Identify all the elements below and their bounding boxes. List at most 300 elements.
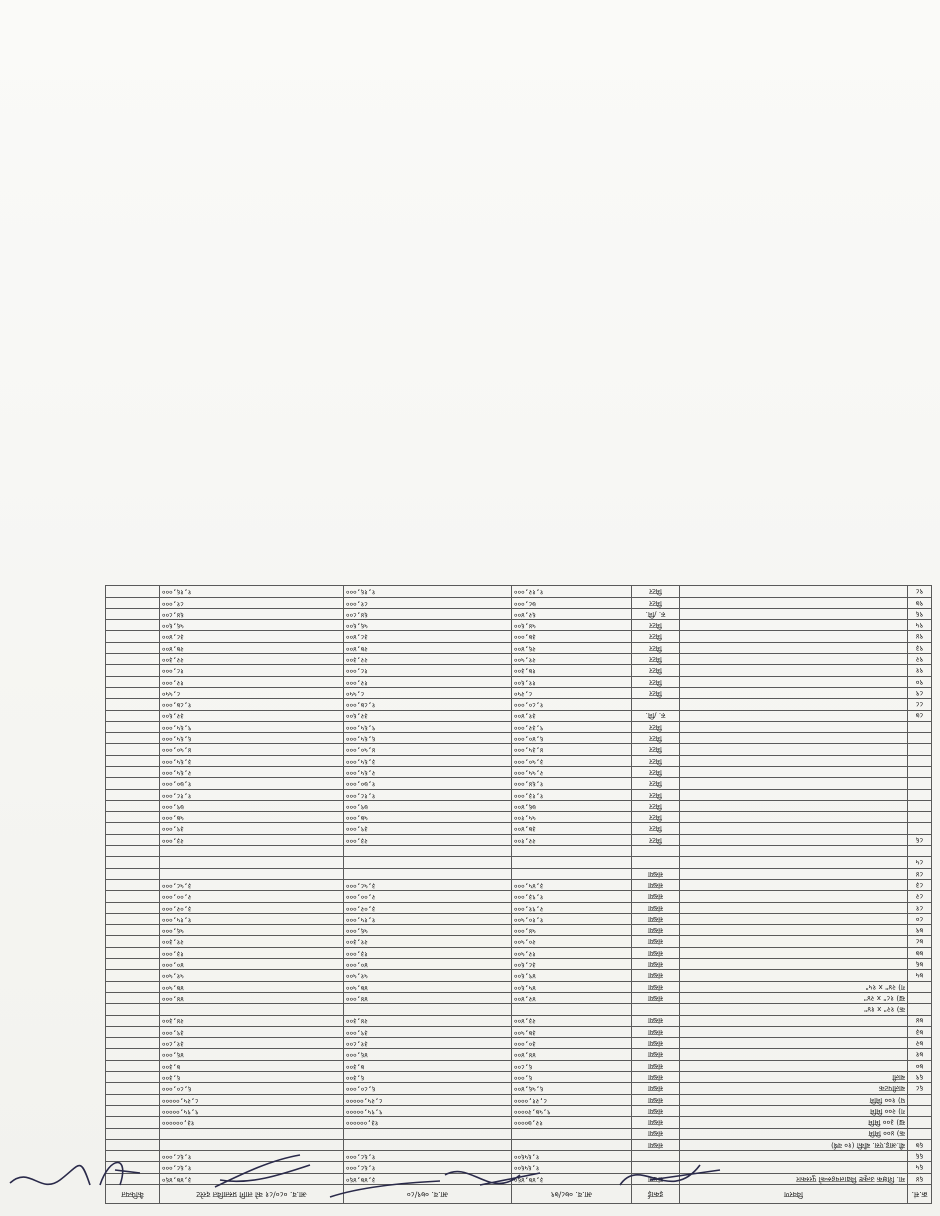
row-remarks xyxy=(106,846,160,857)
row-sn: ९० xyxy=(908,676,932,687)
row-description: बी.आइ.एस. बाँकी (१० वर्ष) xyxy=(680,1139,908,1150)
row-remarks xyxy=(106,676,160,687)
row-remarks xyxy=(106,778,160,789)
row-fy-079-80: ३,४७,४६० xyxy=(344,1173,512,1184)
table-row xyxy=(106,586,932,597)
row-fy-078-79: ३,४५,००० xyxy=(512,879,632,890)
row-description xyxy=(680,654,908,665)
table-row xyxy=(106,789,932,800)
row-proposed-rate: ६४,८०० xyxy=(160,608,344,619)
row-remarks xyxy=(106,1083,160,1094)
row-description xyxy=(680,823,908,834)
row-remarks xyxy=(106,665,160,676)
row-description xyxy=(680,891,908,902)
row-remarks xyxy=(106,654,160,665)
row-description xyxy=(680,699,908,710)
row-description xyxy=(680,767,908,778)
row-fy-079-80: ९,९५,००००० xyxy=(344,1105,512,1116)
table-row xyxy=(106,868,932,879)
row-description xyxy=(680,1049,908,1060)
row-description xyxy=(680,947,908,958)
row-unit: मिटर xyxy=(632,812,680,823)
table-row xyxy=(106,812,932,823)
row-fy-079-80: ३९,००० xyxy=(344,1026,512,1037)
row-description xyxy=(680,744,908,755)
row-fy-079-80: १३,०००००० xyxy=(344,1117,512,1128)
row-remarks xyxy=(106,620,160,631)
row-sn: ९२ xyxy=(908,654,932,665)
row-description xyxy=(680,1026,908,1037)
row-fy-078-79: ११,६०० xyxy=(512,676,632,687)
table-row xyxy=(106,800,932,811)
row-unit: मिटर xyxy=(632,642,680,653)
row-unit: संख्या xyxy=(632,1072,680,1083)
row-proposed-rate: ३१,८०० xyxy=(160,1038,344,1049)
table-row xyxy=(106,879,932,890)
row-sn xyxy=(908,733,932,744)
row-description xyxy=(680,631,908,642)
row-proposed-rate: ४०,००० xyxy=(160,959,344,970)
table-row xyxy=(106,891,932,902)
row-remarks xyxy=(106,959,160,970)
row-unit: संख्या xyxy=(632,1139,680,1150)
row-fy-078-79: ६२,४०० xyxy=(512,608,632,619)
row-fy-079-80: ६४,८०० xyxy=(344,608,512,619)
row-unit: मिटर xyxy=(632,755,680,766)
table-row xyxy=(106,608,932,619)
row-remarks xyxy=(106,789,160,800)
row-fy-079-80: २,००,००० xyxy=(344,891,512,902)
row-fy-078-79: ४५,६०० xyxy=(512,981,632,992)
row-description xyxy=(680,1015,908,1026)
row-fy-079-80: १३,००० xyxy=(344,947,512,958)
row-sn xyxy=(908,789,932,800)
row-remarks xyxy=(106,1094,160,1105)
row-sn: ६८ xyxy=(908,1083,932,1094)
row-description xyxy=(680,1038,908,1049)
row-proposed-rate: ३,६५,००० xyxy=(160,755,344,766)
row-fy-079-80: २३,००० xyxy=(344,834,512,845)
row-unit: संख्या xyxy=(632,902,680,913)
row-sn xyxy=(908,744,932,755)
row-unit: मिटर xyxy=(632,823,680,834)
row-unit: संख्या xyxy=(632,868,680,879)
table-row xyxy=(106,710,932,721)
row-fy-079-80: ४७,५०० xyxy=(344,981,512,992)
row-proposed-rate: १,७०,००० xyxy=(160,778,344,789)
row-fy-078-79: ४४,४०० xyxy=(512,1049,632,1060)
row-proposed-rate: ४,५०,००० xyxy=(160,744,344,755)
row-sn xyxy=(908,823,932,834)
row-proposed-rate: २७,४०० xyxy=(160,642,344,653)
row-sn: ७० xyxy=(908,1060,932,1071)
row-unit: मिटर xyxy=(632,620,680,631)
row-remarks xyxy=(106,767,160,778)
row-remarks xyxy=(106,733,160,744)
row-description xyxy=(680,800,908,811)
row-sn: ७१ xyxy=(908,1049,932,1060)
row-fy-079-80: ३८,४०० xyxy=(344,631,512,642)
header-fy-078-79: आ.व. ०७८/७९ xyxy=(512,1185,632,1204)
row-unit: संख्या xyxy=(632,925,680,936)
row-sn: ६४ xyxy=(908,1173,932,1184)
row-remarks xyxy=(106,608,160,619)
table-row xyxy=(106,981,932,992)
row-fy-079-80: १२,००० xyxy=(344,676,512,687)
row-sn xyxy=(908,778,932,789)
row-description xyxy=(680,597,908,608)
row-description xyxy=(680,936,908,947)
table-row xyxy=(106,1083,932,1094)
row-fy-078-79: २,५५,००० xyxy=(512,767,632,778)
row-fy-078-79: ७८,००० xyxy=(512,597,632,608)
table-row xyxy=(106,620,932,631)
row-remarks xyxy=(106,1038,160,1049)
row-description xyxy=(680,755,908,766)
table-row xyxy=(106,1049,932,1060)
row-unit: मिटर xyxy=(632,654,680,665)
row-sn: ६७ xyxy=(908,1139,932,1150)
row-description: ख) ३०० मिमि xyxy=(680,1117,908,1128)
row-sn: ७७ xyxy=(908,947,932,958)
row-fy-078-79: ३८,६०० xyxy=(512,959,632,970)
row-remarks xyxy=(106,992,160,1003)
row-sn: ८० xyxy=(908,913,932,924)
row-fy-079-80: १,१८,००० xyxy=(344,789,512,800)
row-sn: ९६ xyxy=(908,608,932,619)
row-remarks xyxy=(106,823,160,834)
row-sn: ९८ xyxy=(908,586,932,597)
row-proposed-rate: ३८,४०० xyxy=(160,631,344,642)
row-sn: ९५ xyxy=(908,620,932,631)
table-row xyxy=(106,642,932,653)
row-fy-078-79 xyxy=(512,857,632,868)
row-fy-079-80: ३,५८,००० xyxy=(344,879,512,890)
row-description xyxy=(680,812,908,823)
row-fy-079-80: ९,६५,००० xyxy=(344,721,512,732)
row-fy-078-79: १२,७०००० xyxy=(512,1117,632,1128)
row-fy-079-80: ३२,६०० xyxy=(344,710,512,721)
row-fy-079-80: ३,०२,००० xyxy=(344,902,512,913)
table-row xyxy=(106,654,932,665)
row-sn: ९३ xyxy=(908,642,932,653)
row-description xyxy=(680,925,908,936)
row-description: मा. शिक्षक उत्कृष्ट विद्यालयहरूको पुरस्कार xyxy=(680,1173,908,1184)
row-fy-078-79: ९,५७,२०००० xyxy=(512,1105,632,1116)
table-row xyxy=(106,959,932,970)
row-sn: ८२ xyxy=(908,891,932,902)
row-remarks xyxy=(106,1004,160,1015)
row-description: घ) १०० मिमि xyxy=(680,1094,908,1105)
row-sn: ९७ xyxy=(908,597,932,608)
table-row xyxy=(106,846,932,857)
row-fy-078-79: १,६५६०० xyxy=(512,1151,632,1162)
row-sn: ९१ xyxy=(908,665,932,676)
signature-5 xyxy=(445,1172,540,1185)
row-unit: संख्या xyxy=(632,936,680,947)
table-row xyxy=(106,1015,932,1026)
row-fy-078-79: ८,२१,०००० xyxy=(512,1094,632,1105)
table-row xyxy=(106,970,932,981)
row-fy-078-79: १,१३,००० xyxy=(512,789,632,800)
row-fy-079-80: ८,५५० xyxy=(344,687,512,698)
row-proposed-rate: ५६,००० xyxy=(160,925,344,936)
row-unit: संख्या xyxy=(632,947,680,958)
table-row xyxy=(106,1026,932,1037)
row-unit: मिटर xyxy=(632,733,680,744)
row-fy-078-79 xyxy=(512,1004,632,1015)
row-proposed-rate: २२,३०० xyxy=(160,654,344,665)
table-row xyxy=(106,936,932,947)
table-row xyxy=(106,744,932,755)
table-row xyxy=(106,823,932,834)
row-remarks xyxy=(106,710,160,721)
row-sn xyxy=(908,1004,932,1015)
row-remarks xyxy=(106,1072,160,1083)
row-fy-079-80: २२,३०० xyxy=(344,654,512,665)
row-unit: संख्या xyxy=(632,959,680,970)
table-body xyxy=(106,586,932,1185)
row-proposed-rate: ७९,००० xyxy=(160,800,344,811)
row-unit: मिटर xyxy=(632,586,680,597)
row-fy-078-79: ६,००० xyxy=(512,1072,632,1083)
row-remarks xyxy=(106,1026,160,1037)
row-fy-078-79: ४,३५,००० xyxy=(512,744,632,755)
row-fy-078-79: २,९१,००० xyxy=(512,902,632,913)
row-fy-078-79: ४९,६०० xyxy=(512,970,632,981)
header-fy-079-80: आ.व. ०७९/८० xyxy=(344,1185,512,1204)
row-unit: मिटर xyxy=(632,789,680,800)
row-remarks xyxy=(106,721,160,732)
header-proposed-rate: आ.व. ०८०/८१ को लागि प्रस्तावित दररेट xyxy=(160,1185,344,1204)
row-fy-079-80: ४६,००० xyxy=(344,1049,512,1060)
row-remarks xyxy=(106,981,160,992)
row-unit: संख्या xyxy=(632,879,680,890)
row-remarks xyxy=(106,891,160,902)
row-description xyxy=(680,970,908,981)
row-fy-079-80: ३,६५,००० xyxy=(344,755,512,766)
row-fy-079-80: २१,३०० xyxy=(344,936,512,947)
table-row xyxy=(106,597,932,608)
row-fy-078-79: २२,१०० xyxy=(512,834,632,845)
row-unit: मिटर xyxy=(632,778,680,789)
row-remarks xyxy=(106,913,160,924)
row-sn xyxy=(908,755,932,766)
row-proposed-rate: ५७,००० xyxy=(160,812,344,823)
row-sn: ८८ xyxy=(908,699,932,710)
header-unit: इकाई xyxy=(632,1185,680,1204)
row-remarks xyxy=(106,597,160,608)
row-fy-079-80: ४०,००० xyxy=(344,959,512,970)
row-proposed-rate: १,१५,००० xyxy=(160,913,344,924)
row-description: बाली xyxy=(680,1072,908,1083)
row-proposed-rate: १२,००० xyxy=(160,676,344,687)
row-sn: ८४ xyxy=(908,868,932,879)
row-fy-078-79 xyxy=(512,868,632,879)
row-fy-078-79: ३१,४०० xyxy=(512,710,632,721)
row-proposed-rate: २१,३०० xyxy=(160,936,344,947)
row-sn xyxy=(908,800,932,811)
row-description: क) ४०० मिमि xyxy=(680,1128,908,1139)
row-description: ग) २४" x १५" xyxy=(680,981,908,992)
row-fy-079-80: ८१,००० xyxy=(344,597,512,608)
row-proposed-rate: ८१,००० xyxy=(160,597,344,608)
row-remarks xyxy=(106,970,160,981)
row-proposed-rate: १३,०००००० xyxy=(160,1117,344,1128)
row-remarks xyxy=(106,687,160,698)
row-proposed-rate: ६,८०,००० xyxy=(160,1083,344,1094)
row-unit: संख्या xyxy=(632,913,680,924)
signature-6 xyxy=(620,1165,720,1185)
row-proposed-rate: ५६,६०० xyxy=(160,620,344,631)
row-fy-078-79: ४२,४०० xyxy=(512,992,632,1003)
table-row xyxy=(106,902,932,913)
row-unit: मिटर xyxy=(632,676,680,687)
row-unit: संख्या xyxy=(632,891,680,902)
row-fy-079-80: १,६८,००० xyxy=(344,1162,512,1173)
row-remarks xyxy=(106,925,160,936)
row-fy-078-79: १२,५०० xyxy=(512,947,632,958)
row-unit: संख्या xyxy=(632,992,680,1003)
row-sn: ७३ xyxy=(908,1026,932,1037)
row-description: ग) २०० मिमि xyxy=(680,1105,908,1116)
row-remarks xyxy=(106,902,160,913)
row-remarks xyxy=(106,755,160,766)
row-description xyxy=(680,586,908,597)
row-description xyxy=(680,642,908,653)
row-proposed-rate: ९,९५,००००० xyxy=(160,1105,344,1116)
table-row xyxy=(106,733,932,744)
row-fy-078-79: २०,५०० xyxy=(512,936,632,947)
table-row xyxy=(106,947,932,958)
row-fy-079-80: ३९,००० xyxy=(344,823,512,834)
row-proposed-rate: ६,३०० xyxy=(160,1072,344,1083)
table-row xyxy=(106,721,932,732)
row-fy-079-80 xyxy=(344,846,512,857)
row-proposed-rate: ७,३०० xyxy=(160,1060,344,1071)
row-fy-078-79: २१,५०० xyxy=(512,654,632,665)
row-fy-078-79: ३७,४०० xyxy=(512,823,632,834)
row-fy-078-79: १,१०,५०० xyxy=(512,913,632,924)
row-unit: संख्या xyxy=(632,970,680,981)
row-remarks xyxy=(106,947,160,958)
row-remarks xyxy=(106,868,160,879)
row-description xyxy=(680,959,908,970)
row-sn xyxy=(908,1094,932,1105)
row-unit: संख्या xyxy=(632,1094,680,1105)
row-sn xyxy=(908,981,932,992)
row-proposed-rate: १,१८,००० xyxy=(160,789,344,800)
row-proposed-rate: ३,०२,००० xyxy=(160,902,344,913)
table-row xyxy=(106,699,932,710)
row-sn: ७८ xyxy=(908,936,932,947)
row-sn: ८३ xyxy=(908,879,932,890)
row-fy-078-79: ३,४७,४६० xyxy=(512,1173,632,1184)
row-sn: ७६ xyxy=(908,959,932,970)
signature-3 xyxy=(215,1155,310,1187)
table-row xyxy=(106,925,932,936)
row-fy-078-79: १,६४,००० xyxy=(512,778,632,789)
row-description xyxy=(680,665,908,676)
table-row xyxy=(106,1004,932,1015)
row-description xyxy=(680,868,908,879)
row-fy-078-79: २६,४०० xyxy=(512,642,632,653)
row-fy-078-79: १,१२,००० xyxy=(512,586,632,597)
row-unit: संख्या xyxy=(632,1105,680,1116)
row-remarks xyxy=(106,1049,160,1060)
row-proposed-rate: १८,००० xyxy=(160,665,344,676)
row-fy-079-80 xyxy=(344,1004,512,1015)
row-sn: ६५ xyxy=(908,1162,932,1173)
row-sn: ६९ xyxy=(908,1072,932,1083)
row-remarks xyxy=(106,586,160,597)
row-description xyxy=(680,879,908,890)
table-row xyxy=(106,857,932,868)
table-row xyxy=(106,1038,932,1049)
row-fy-079-80: ७९,००० xyxy=(344,800,512,811)
row-fy-078-79: ६,५६,४०० xyxy=(512,1083,632,1094)
row-unit: मिटर xyxy=(632,800,680,811)
row-fy-079-80: २७,४०० xyxy=(344,642,512,653)
row-proposed-rate xyxy=(160,846,344,857)
row-proposed-rate: ४६,००० xyxy=(160,1049,344,1060)
row-remarks xyxy=(106,699,160,710)
table-row xyxy=(106,1072,932,1083)
row-fy-079-80: १,६८,००० xyxy=(344,1151,512,1162)
row-proposed-rate: ३९,००० xyxy=(160,823,344,834)
row-description xyxy=(680,902,908,913)
row-unit: मिटर xyxy=(632,834,680,845)
row-remarks xyxy=(106,800,160,811)
row-remarks xyxy=(106,936,160,947)
row-fy-078-79: ८,२५० xyxy=(512,687,632,698)
row-fy-078-79: ३७,००० xyxy=(512,631,632,642)
row-description xyxy=(680,710,908,721)
row-description xyxy=(680,733,908,744)
row-proposed-rate: १,१६,००० xyxy=(160,586,344,597)
row-unit: मिटर xyxy=(632,744,680,755)
row-description xyxy=(680,789,908,800)
row-fy-078-79: ६,८०० xyxy=(512,1060,632,1071)
row-unit: रु. /मि. xyxy=(632,608,680,619)
header-description: विवरण xyxy=(680,1185,908,1204)
row-fy-079-80: ४,५०,००० xyxy=(344,744,512,755)
row-fy-078-79: २३,४०० xyxy=(512,1015,632,1026)
row-fy-079-80: ६,३०० xyxy=(344,1072,512,1083)
row-remarks xyxy=(106,857,160,868)
row-unit: रु. /मि. xyxy=(632,710,680,721)
row-fy-078-79: ९,३२,००० xyxy=(512,721,632,732)
row-sn xyxy=(908,1105,932,1116)
row-proposed-rate: ६,६५,००० xyxy=(160,733,344,744)
row-proposed-rate: ३९,००० xyxy=(160,1026,344,1037)
row-proposed-rate: ५१,५०० xyxy=(160,970,344,981)
row-sn: ७२ xyxy=(908,1038,932,1049)
row-sn: ७९ xyxy=(908,925,932,936)
row-proposed-rate: १,८७,००० xyxy=(160,699,344,710)
row-sn: ८१ xyxy=(908,902,932,913)
row-proposed-rate: ४४,००० xyxy=(160,992,344,1003)
row-proposed-rate: ४७,५०० xyxy=(160,981,344,992)
row-proposed-rate: १३,००० xyxy=(160,947,344,958)
row-unit: संख्या xyxy=(632,1173,680,1184)
header-remarks: कैफियत xyxy=(106,1185,160,1204)
row-fy-079-80: ७,३०० xyxy=(344,1060,512,1071)
row-description: बालीपटक xyxy=(680,1083,908,1094)
row-remarks xyxy=(106,1060,160,1071)
row-unit: संख्या xyxy=(632,1026,680,1037)
row-fy-079-80: ६,६५,००० xyxy=(344,733,512,744)
